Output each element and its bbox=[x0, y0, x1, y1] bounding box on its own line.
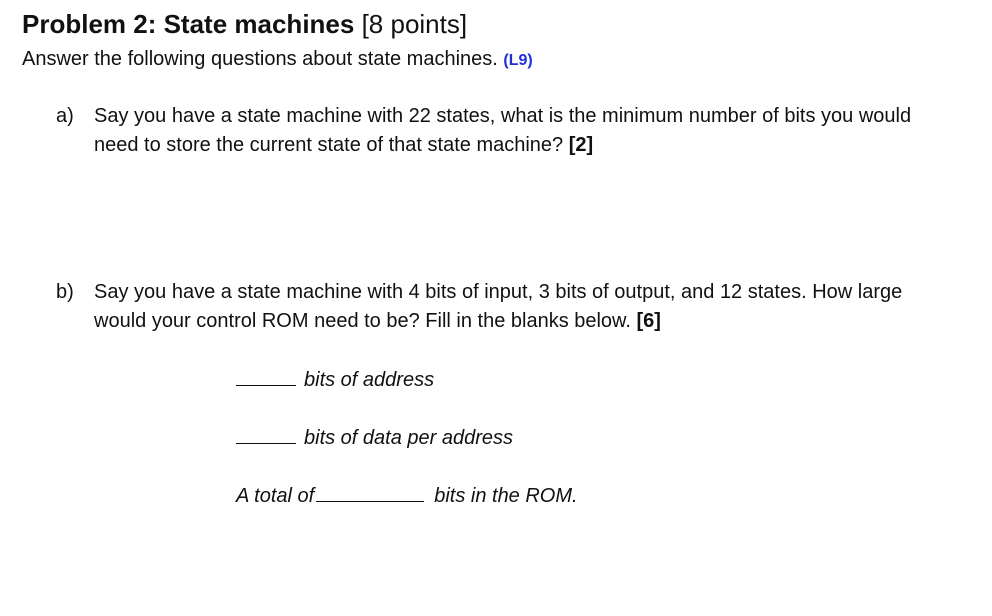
address-bits-line bbox=[236, 365, 434, 394]
total-bits-blank[interactable] bbox=[316, 481, 424, 502]
problem-title-text: Problem 2: State machines bbox=[22, 9, 355, 39]
question-a-text: Say you have a state machine with 22 states, what is the minimum number of bits you would need to store the current state of that state machine? bbox=[94, 105, 912, 156]
question-b-body bbox=[94, 278, 956, 336]
lecture-reference: (L9) bbox=[503, 52, 533, 69]
problem-points: [8 points] bbox=[361, 9, 468, 39]
data-bits-blank[interactable] bbox=[236, 423, 296, 444]
question-b bbox=[56, 278, 956, 336]
data-bits-line bbox=[236, 423, 513, 452]
question-b-points: [6] bbox=[636, 310, 661, 332]
question-a bbox=[56, 102, 956, 160]
question-a-label: a) bbox=[56, 105, 74, 127]
total-bits-suffix: bits in the ROM. bbox=[434, 485, 578, 507]
address-bits-blank[interactable] bbox=[236, 365, 296, 386]
total-bits-line bbox=[236, 481, 578, 510]
question-a-points: [2] bbox=[568, 134, 594, 156]
total-bits-prefix: A total of bbox=[236, 485, 315, 507]
question-b-label: b) bbox=[56, 281, 74, 303]
problem-title bbox=[22, 6, 467, 42]
address-bits-label: bits of address bbox=[304, 369, 435, 391]
instructions-text: Answer the following questions about state machines. bbox=[22, 48, 498, 70]
question-b-text: Say you have a state machine with 4 bits of input, 3 bits of output, and 12 states. How large would your control ROM need to be? Fill in the blanks below. bbox=[94, 281, 903, 332]
question-a-body bbox=[94, 102, 956, 160]
problem-instructions bbox=[22, 45, 533, 75]
data-bits-label: bits of data per address bbox=[304, 427, 514, 449]
